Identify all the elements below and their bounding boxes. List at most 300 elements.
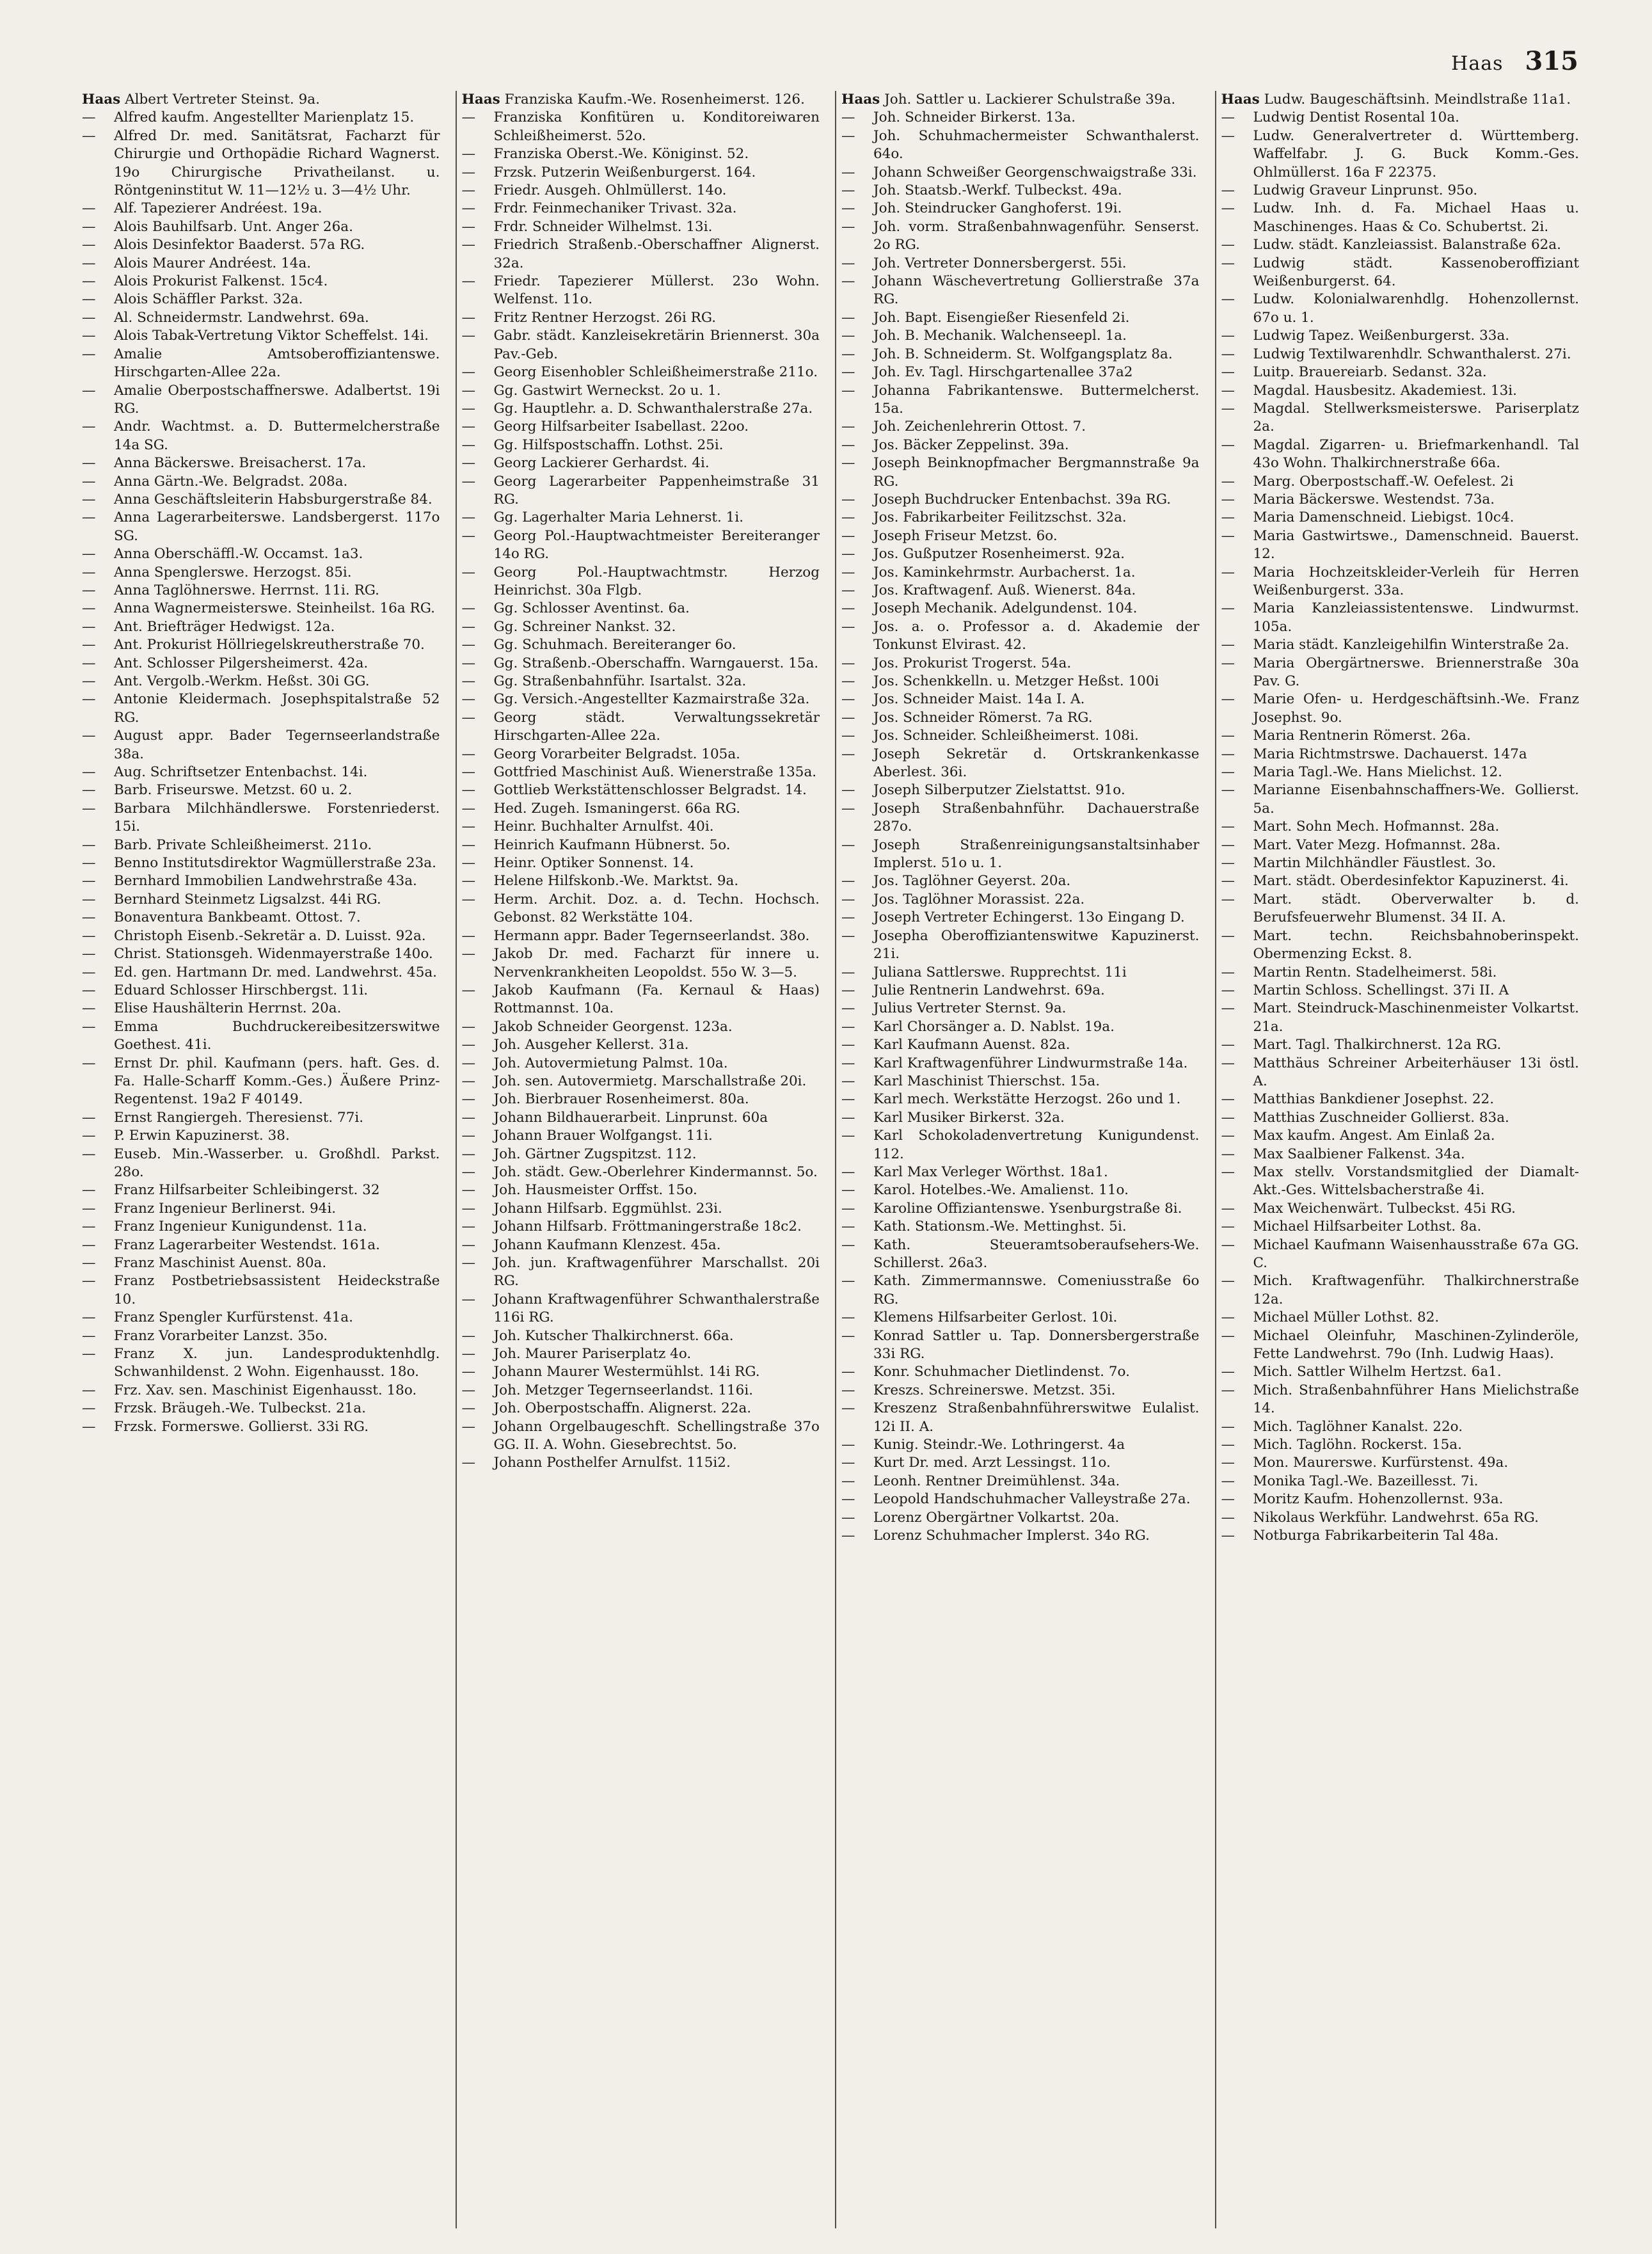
repeat-dash: — xyxy=(841,491,855,508)
directory-entry xyxy=(1221,1109,1580,1127)
repeat-dash: — xyxy=(1221,1128,1235,1144)
repeat-dash: — xyxy=(82,655,96,671)
entry-text: Anna Taglöhnerswe. Herrnst. 11i. RG. xyxy=(114,582,380,598)
repeat-dash: — xyxy=(1221,1200,1235,1217)
entry-text: Joh. Kutscher Thalkirchnerst. 66a. xyxy=(493,1327,734,1344)
directory-entry xyxy=(82,655,440,673)
directory-entry xyxy=(82,491,440,509)
directory-entry xyxy=(841,1400,1200,1436)
directory-entry xyxy=(462,309,820,327)
repeat-dash: — xyxy=(82,200,96,217)
entry-text: Kath. Zimmermannswe. Comeniusstraße 6o RG. xyxy=(873,1273,1200,1307)
entry-text: Anna Bäckerswe. Breisacherst. 17a. xyxy=(114,455,367,472)
repeat-dash: — xyxy=(841,1400,855,1417)
repeat-dash: — xyxy=(841,109,855,126)
directory-entry xyxy=(462,1146,820,1163)
entry-text: Eduard Schlosser Hirschbergst. 11i. xyxy=(114,982,369,998)
directory-entry xyxy=(462,1036,820,1054)
directory-entry xyxy=(841,327,1200,345)
directory-entry xyxy=(841,1509,1200,1527)
directory-entry xyxy=(82,1272,440,1309)
directory-entry xyxy=(82,1200,440,1218)
entry-text: Ludwig Textilwarenhdlr. Schwanthalerst. 27i. xyxy=(1253,346,1571,362)
entry-text: Mart. städt. Oberdesinfektor Kapuzinerst. 4i. xyxy=(1253,873,1569,890)
entry-text: Barb. Friseurswe. Metzst. 60 u. 2. xyxy=(114,782,353,799)
directory-entry xyxy=(1221,600,1580,636)
repeat-dash: — xyxy=(82,836,96,853)
repeat-dash: — xyxy=(841,1109,855,1126)
directory-entry xyxy=(841,1436,1200,1454)
entry-text: Mich. Sattler Wilhelm Hertzst. 6a1. xyxy=(1253,1364,1502,1380)
directory-entry xyxy=(1221,1272,1580,1309)
directory-entry xyxy=(82,327,440,345)
entry-text: Ludwig Dentist Rosental 10a. xyxy=(1253,109,1460,126)
entry-text: Jos. Bäcker Zeppelinst. 39a. xyxy=(873,436,1069,453)
directory-entry xyxy=(82,618,440,636)
repeat-dash: — xyxy=(461,419,475,435)
entry-text: Jakob Schneider Georgenst. 123a. xyxy=(493,1018,733,1035)
entry-text: Notburga Fabrikarbeiterin Tal 48a. xyxy=(1253,1528,1499,1544)
entry-text: Marg. Oberpostschaff.-W. Oefelest. 2i xyxy=(1253,473,1514,490)
entry-text: Bernhard Immobilien Landwehrstraße 43a. xyxy=(114,873,417,890)
repeat-dash: — xyxy=(841,691,855,708)
entry-text: Julius Vertreter Sternst. 9a. xyxy=(873,1000,1067,1017)
entry-text: Ludw. Inh. d. Fa. Michael Haas u. Maschinenges. Haas & Co. Schubertst. 2i. xyxy=(1253,200,1579,235)
entry-text: Gottfried Maschinist Auß. Wienerstraße 135a. xyxy=(493,764,817,781)
directory-entry xyxy=(841,1036,1200,1054)
directory-entry xyxy=(1221,1454,1580,1472)
repeat-dash: — xyxy=(1221,1309,1235,1326)
entry-text: Jos. a. o. Professor a. d. Akademie der Tonkunst Elvirast. 42. xyxy=(873,618,1200,653)
directory-entry xyxy=(1221,927,1580,964)
entry-text: Joseph Straßenreinigungsanstaltsinhaber Implerst. 51o u. 1. xyxy=(873,836,1200,872)
directory-entry xyxy=(82,1146,440,1182)
directory-entry xyxy=(1221,236,1580,254)
entry-text: Helene Hilfskonb.-We. Marktst. 9a. xyxy=(493,873,739,890)
directory-entry xyxy=(1221,1382,1580,1418)
entry-text: Aug. Schriftsetzer Entenbachst. 14i. xyxy=(114,764,368,781)
repeat-dash: — xyxy=(1221,182,1235,199)
directory-entry xyxy=(1221,854,1580,872)
repeat-dash: — xyxy=(461,382,475,399)
entry-text: Joh. B. Schneiderm. St. Wolfgangsplatz 8a. xyxy=(873,346,1173,362)
directory-entry xyxy=(1221,91,1580,109)
repeat-dash: — xyxy=(1221,1364,1235,1380)
directory-entry xyxy=(82,109,440,127)
directory-entry xyxy=(462,709,820,746)
directory-entry xyxy=(841,781,1200,799)
entry-text: Johann Maurer Westermühlst. 14i RG. xyxy=(493,1364,760,1380)
directory-entry xyxy=(462,781,820,799)
repeat-dash: — xyxy=(841,964,855,980)
repeat-dash: — xyxy=(841,1273,855,1290)
directory-entry xyxy=(462,1363,820,1381)
entry-text: Joh. B. Mechanik. Walchenseepl. 1a. xyxy=(873,328,1127,344)
directory-entry xyxy=(1221,364,1580,381)
repeat-dash: — xyxy=(82,1182,96,1199)
repeat-dash: — xyxy=(461,364,475,381)
directory-entry xyxy=(841,454,1200,491)
entry-surname: Haas xyxy=(82,92,121,108)
repeat-dash: — xyxy=(461,1182,475,1199)
entry-text: Johann Posthelfer Arnulfst. 115i2. xyxy=(493,1455,731,1471)
directory-entry xyxy=(82,454,440,472)
repeat-dash: — xyxy=(1221,1109,1235,1126)
repeat-dash: — xyxy=(841,455,855,472)
directory-entry xyxy=(1221,1218,1580,1236)
directory-entry xyxy=(841,909,1200,927)
directory-entry xyxy=(841,1363,1200,1381)
entry-text: Barb. Private Schleißheimerst. 211o. xyxy=(114,836,372,853)
directory-entry xyxy=(82,473,440,491)
directory-entry xyxy=(841,91,1200,109)
repeat-dash: — xyxy=(1221,255,1235,271)
repeat-dash: — xyxy=(1221,1219,1235,1235)
entry-text: Joseph Silberputzer Zielstattst. 91o. xyxy=(873,782,1125,799)
directory-entry xyxy=(82,509,440,545)
repeat-dash: — xyxy=(841,273,855,290)
entry-text: Joseph Buchdrucker Entenbachst. 39a RG. xyxy=(873,491,1171,508)
directory-entry xyxy=(841,1109,1200,1127)
entry-text: Konrad Sattler u. Tap. Donnersbergerstraße 33i RG. xyxy=(873,1327,1200,1363)
entry-text: Johann Kraftwagenführer Schwanthalerstraße 116i RG. xyxy=(493,1291,820,1326)
repeat-dash: — xyxy=(1221,200,1235,217)
repeat-dash: — xyxy=(461,1418,475,1435)
entry-text: Johann Hilfsarb. Fröttmaningerstraße 18c2. xyxy=(493,1219,802,1235)
repeat-dash: — xyxy=(82,982,96,998)
entry-text: Gottlieb Werkstättenschlosser Belgradst. 14. xyxy=(493,782,807,799)
directory-entry xyxy=(462,273,820,309)
entry-text: Elise Haushälterin Herrnst. 20a. xyxy=(114,1000,342,1017)
repeat-dash: — xyxy=(1221,1473,1235,1489)
repeat-dash: — xyxy=(841,1491,855,1508)
repeat-dash: — xyxy=(1221,819,1235,835)
repeat-dash: — xyxy=(461,509,475,526)
entry-text: Joh. Ev. Tagl. Hirschgartenallee 37a2 xyxy=(873,364,1133,381)
repeat-dash: — xyxy=(1221,782,1235,799)
entry-text: Gg. Gastwirt Werneckst. 2o u. 1. xyxy=(493,382,721,399)
repeat-dash: — xyxy=(82,1000,96,1017)
entry-text: Jakob Kaufmann (Fa. Kernaul & Haas) Rottmannst. 10a. xyxy=(493,982,820,1017)
entry-text: Amalie Oberpostschaffnerswe. Adalbertst. 19i RG. xyxy=(114,382,440,417)
entry-text: Karoline Offiziantenswe. Ysenburgstraße 8i. xyxy=(873,1200,1182,1217)
directory-entry xyxy=(462,618,820,636)
directory-entry xyxy=(841,836,1200,873)
directory-entry xyxy=(1221,1036,1580,1054)
entry-text: Gg. Straßenb.-Oberschaffn. Warngauerst. 15a. xyxy=(493,655,819,671)
directory-entry xyxy=(462,1181,820,1199)
directory-column-1 xyxy=(82,91,440,2228)
entry-text: Jos. Schneider Römerst. 7a RG. xyxy=(873,709,1093,726)
repeat-dash: — xyxy=(461,691,475,708)
repeat-dash: — xyxy=(82,728,96,744)
directory-entry xyxy=(1221,291,1580,327)
directory-entry xyxy=(841,582,1200,600)
entry-text: Georg Lagerarbeiter Pappenheimstraße 31 RG. xyxy=(493,473,820,508)
entry-text: Ludwig städt. Kassenoberoffiziant Weißenburgerst. 64. xyxy=(1253,255,1579,290)
entry-text: Mart. Sohn Mech. Hofmannst. 28a. xyxy=(1253,819,1500,835)
repeat-dash: — xyxy=(1221,237,1235,253)
directory-entry xyxy=(82,1309,440,1327)
directory-entry xyxy=(462,236,820,273)
repeat-dash: — xyxy=(1221,927,1235,944)
repeat-dash: — xyxy=(461,800,475,817)
directory-entry xyxy=(1221,1363,1580,1381)
entry-text: Mich. Taglöhn. Rockerst. 15a. xyxy=(1253,1437,1462,1453)
repeat-dash: — xyxy=(461,709,475,726)
repeat-dash: — xyxy=(461,819,475,835)
entry-text: Jos. Taglöhner Geyerst. 20a. xyxy=(873,873,1071,890)
repeat-dash: — xyxy=(841,164,855,180)
repeat-dash: — xyxy=(1221,1528,1235,1544)
repeat-dash: — xyxy=(841,673,855,689)
repeat-dash: — xyxy=(82,1018,96,1035)
entry-text: Heinr. Optiker Sonnenst. 14. xyxy=(493,855,694,872)
entry-text: Franziska Oberst.-We. Königinst. 52. xyxy=(493,146,749,163)
repeat-dash: — xyxy=(841,709,855,726)
directory-entry xyxy=(841,127,1200,164)
repeat-dash: — xyxy=(841,182,855,199)
directory-entry xyxy=(1221,109,1580,127)
repeat-dash: — xyxy=(1221,1037,1235,1053)
directory-entry xyxy=(841,1163,1200,1181)
repeat-dash: — xyxy=(461,1364,475,1380)
repeat-dash: — xyxy=(1221,109,1235,126)
repeat-dash: — xyxy=(1221,1509,1235,1526)
repeat-dash: — xyxy=(841,419,855,435)
directory-entry xyxy=(82,964,440,982)
entry-text: Max stellv. Vorstandsmitglied der Diamalt-Akt.-Ges. Wittelsbacherstraße 4i. xyxy=(1253,1163,1579,1199)
directory-entry xyxy=(462,109,820,145)
directory-entry xyxy=(1221,1200,1580,1218)
directory-entry xyxy=(1221,1418,1580,1436)
repeat-dash: — xyxy=(461,309,475,326)
directory-column-4 xyxy=(1215,91,1580,2228)
directory-entry xyxy=(82,564,440,582)
entry-text: Emma Buchdruckereibesitzerswitwe Goethest. 41i. xyxy=(114,1018,440,1053)
directory-entry xyxy=(82,854,440,872)
directory-entry xyxy=(462,872,820,890)
repeat-dash: — xyxy=(82,218,96,235)
repeat-dash: — xyxy=(82,909,96,926)
directory-entry xyxy=(462,891,820,927)
repeat-dash: — xyxy=(82,1400,96,1417)
directory-entry xyxy=(82,909,440,927)
directory-entry xyxy=(462,473,820,509)
directory-entry xyxy=(1221,1236,1580,1273)
repeat-dash: — xyxy=(1221,1273,1235,1290)
repeat-dash: — xyxy=(1221,764,1235,781)
entry-text: Jos. Kaminkehrmstr. Aurbacherst. 1a. xyxy=(873,564,1136,580)
repeat-dash: — xyxy=(82,1382,96,1398)
directory-entry xyxy=(1221,327,1580,345)
entry-text: Leopold Handschuhmacher Valleystraße 27a. xyxy=(873,1491,1191,1508)
entry-text: Joh. vorm. Straßenbahnwagenführ. Senserst. 2o RG. xyxy=(873,218,1200,253)
repeat-dash: — xyxy=(461,836,475,853)
repeat-dash: — xyxy=(461,164,475,180)
entry-text: Joh. Maurer Pariserplatz 4o. xyxy=(493,1346,692,1363)
directory-entry xyxy=(462,1236,820,1254)
directory-entry xyxy=(841,109,1200,127)
entry-text: Matthias Zuschneider Gollierst. 83a. xyxy=(1253,1109,1509,1126)
entry-text: Anna Gärtn.-We. Belgradst. 208a. xyxy=(114,473,348,490)
repeat-dash: — xyxy=(1221,382,1235,399)
entry-text: Jos. Taglöhner Morassist. 22a. xyxy=(873,891,1085,907)
directory-entry xyxy=(462,1127,820,1145)
directory-entry xyxy=(841,1127,1200,1163)
entry-text: Friedr. Ausgeh. Ohlmüllerst. 14o. xyxy=(493,182,727,199)
repeat-dash: — xyxy=(461,400,475,417)
directory-entry xyxy=(1221,1327,1580,1364)
directory-entry xyxy=(462,1163,820,1181)
repeat-dash: — xyxy=(841,836,855,853)
entry-text: Karl Chorsänger a. D. Nablst. 19a. xyxy=(873,1018,1115,1035)
directory-entry xyxy=(462,182,820,200)
directory-entry xyxy=(82,91,440,109)
directory-entry xyxy=(1221,655,1580,691)
entry-text: Joh. Zeichenlehrerin Ottost. 7. xyxy=(873,419,1086,435)
entry-text: Fritz Rentner Herzogst. 26i RG. xyxy=(493,309,717,326)
directory-entry xyxy=(462,1018,820,1036)
entry-text: Mich. Taglöhner Kanalst. 22o. xyxy=(1253,1418,1463,1435)
entry-text: Georg Eisenhobler Schleißheimerstraße 211o. xyxy=(493,364,818,381)
directory-entry xyxy=(841,1000,1200,1018)
entry-text: Johann Orgelbaugeschft. Schellingstraße 37o GG. II. A. Wohn. Giesebrechtst. 5o. xyxy=(493,1418,820,1453)
entry-text: Joh. städt. Gew.-Oberlehrer Kindermannst. 5o. xyxy=(493,1163,818,1180)
directory-entry xyxy=(462,854,820,872)
repeat-dash: — xyxy=(841,582,855,598)
directory-entry xyxy=(1221,1000,1580,1036)
repeat-dash: — xyxy=(1221,473,1235,490)
directory-entry xyxy=(462,1218,820,1236)
repeat-dash: — xyxy=(841,200,855,217)
repeat-dash: — xyxy=(461,946,475,963)
entry-text: Joh. Oberpostschaffn. Alignerst. 22a. xyxy=(493,1400,752,1417)
entry-text: Georg Pol.-Hauptwachtmeister Bereiteranger 14o RG. xyxy=(493,527,820,563)
entry-text: Joh. Ausgeher Kellerst. 31a. xyxy=(493,1037,689,1053)
repeat-dash: — xyxy=(1221,855,1235,872)
entry-text: Mich. Kraftwagenführ. Thalkirchnerstraße 12a. xyxy=(1253,1273,1579,1307)
entry-text: Georg Pol.-Hauptwachtmstr. Herzog Heinrichst. 30a Flgb. xyxy=(493,564,820,598)
entry-text: Jos. Kraftwagenf. Auß. Wienerst. 84a. xyxy=(873,582,1136,598)
repeat-dash: — xyxy=(841,600,855,617)
entry-text: Ludw. Baugeschäftsinh. Meindlstraße 11a1. xyxy=(1264,92,1571,108)
directory-entry xyxy=(462,436,820,454)
directory-entry xyxy=(82,727,440,763)
repeat-dash: — xyxy=(82,855,96,872)
entry-text: Karol. Hotelbes.-We. Amalienst. 11o. xyxy=(873,1182,1129,1199)
entry-text: Frz. Xav. sen. Maschinist Eigenhausst. 18o. xyxy=(114,1382,417,1398)
entry-text: Joseph Beinknopfmacher Bergmannstraße 9a RG. xyxy=(873,455,1200,490)
entry-text: Ludw. Kolonialwarenhdlg. Hohenzollernst. 67o u. 1. xyxy=(1253,291,1579,326)
directory-entry xyxy=(1221,527,1580,564)
entry-text: Monika Tagl.-We. Bazeillesst. 7i. xyxy=(1253,1473,1479,1489)
repeat-dash: — xyxy=(461,1255,475,1271)
entry-text: Franz Ingenieur Berlinerst. 94i. xyxy=(114,1200,337,1217)
repeat-dash: — xyxy=(461,600,475,617)
repeat-dash: — xyxy=(82,582,96,598)
repeat-dash: — xyxy=(1221,1000,1235,1017)
repeat-dash: — xyxy=(82,328,96,344)
repeat-dash: — xyxy=(841,1236,855,1253)
directory-entry xyxy=(462,1327,820,1345)
repeat-dash: — xyxy=(1221,982,1235,998)
entry-text: Kunig. Steindr.-We. Lothringerst. 4a xyxy=(873,1437,1125,1453)
repeat-dash: — xyxy=(461,1382,475,1398)
directory-entry xyxy=(841,364,1200,381)
repeat-dash: — xyxy=(82,273,96,290)
repeat-dash: — xyxy=(841,782,855,799)
directory-entry xyxy=(1221,127,1580,182)
repeat-dash: — xyxy=(82,473,96,490)
repeat-dash: — xyxy=(461,1109,475,1126)
directory-entry xyxy=(82,309,440,327)
repeat-dash: — xyxy=(1221,637,1235,653)
entry-text: Frzsk. Bräugeh.-We. Tulbeckst. 21a. xyxy=(114,1400,366,1417)
entry-text: Lorenz Obergärtner Volkartst. 20a. xyxy=(873,1509,1120,1526)
directory-entry xyxy=(462,364,820,381)
repeat-dash: — xyxy=(82,1255,96,1271)
entry-text: Georg städt. Verwaltungssekretär Hirschgarten-Allee 22a. xyxy=(493,709,820,744)
entry-text: Hed. Zugeh. Ismaningerst. 66a RG. xyxy=(493,800,741,817)
directory-entry xyxy=(462,1418,820,1455)
directory-entry xyxy=(462,1345,820,1363)
repeat-dash: — xyxy=(82,873,96,890)
directory-entry xyxy=(841,564,1200,582)
entry-text: Luitp. Brauereiarb. Sedanst. 32a. xyxy=(1253,364,1487,381)
repeat-dash: — xyxy=(841,1382,855,1398)
repeat-dash: — xyxy=(461,618,475,635)
repeat-dash: — xyxy=(461,1018,475,1035)
directory-entry xyxy=(841,527,1200,545)
directory-entry xyxy=(841,382,1200,419)
repeat-dash: — xyxy=(1221,364,1235,381)
directory-entry xyxy=(1221,382,1580,400)
directory-entry xyxy=(841,309,1200,327)
repeat-dash: — xyxy=(841,800,855,817)
directory-entry xyxy=(462,418,820,436)
directory-entry xyxy=(1221,564,1580,600)
directory-entry xyxy=(841,709,1200,727)
entry-surname: Haas xyxy=(841,92,880,108)
entry-text: Joh. Schneider Birkerst. 13a. xyxy=(873,109,1076,126)
entry-text: Johann Wäschevertretung Gollierstraße 37a RG. xyxy=(873,273,1200,308)
entry-text: Maria Damenschneid. Liebigst. 10c4. xyxy=(1253,509,1514,526)
entry-text: Joseph Straßenbahnführ. Dachauerstraße 287o. xyxy=(873,800,1200,835)
repeat-dash: — xyxy=(841,1018,855,1035)
repeat-dash: — xyxy=(841,1091,855,1108)
repeat-dash: — xyxy=(461,873,475,890)
repeat-dash: — xyxy=(82,1146,96,1162)
entry-text: Joh. Bierbrauer Rosenheimerst. 80a. xyxy=(493,1091,749,1108)
repeat-dash: — xyxy=(841,891,855,907)
entry-text: Gg. Lagerhalter Maria Lehnerst. 1i. xyxy=(493,509,744,526)
repeat-dash: — xyxy=(841,1437,855,1453)
directory-entry xyxy=(82,1254,440,1272)
directory-entry xyxy=(462,509,820,527)
repeat-dash: — xyxy=(1221,564,1235,580)
repeat-dash: — xyxy=(461,1146,475,1162)
directory-entry xyxy=(1221,1509,1580,1527)
entry-text: Martin Milchhändler Fäustlest. 3o. xyxy=(1253,855,1497,872)
repeat-dash: — xyxy=(841,127,855,144)
entry-text: Alfred Dr. med. Sanitätsrat, Facharzt für Chirurgie und Orthopädie Richard Wagnerst. 19o Chirurgische Privatheilanst. u. Röntgeninstitut W. 11—12½ u. 3—4½ Uhr. xyxy=(114,127,440,199)
directory-entry xyxy=(462,673,820,691)
entry-text: Michael Oleinfuhr, Maschinen-Zylinderöle, Fette Landwehrst. 79o (Inh. Ludwig Haas). xyxy=(1253,1327,1579,1363)
repeat-dash: — xyxy=(841,255,855,271)
entry-text: Georg Hilfsarbeiter Isabellast. 22oo. xyxy=(493,419,749,435)
directory-entry xyxy=(1221,818,1580,836)
